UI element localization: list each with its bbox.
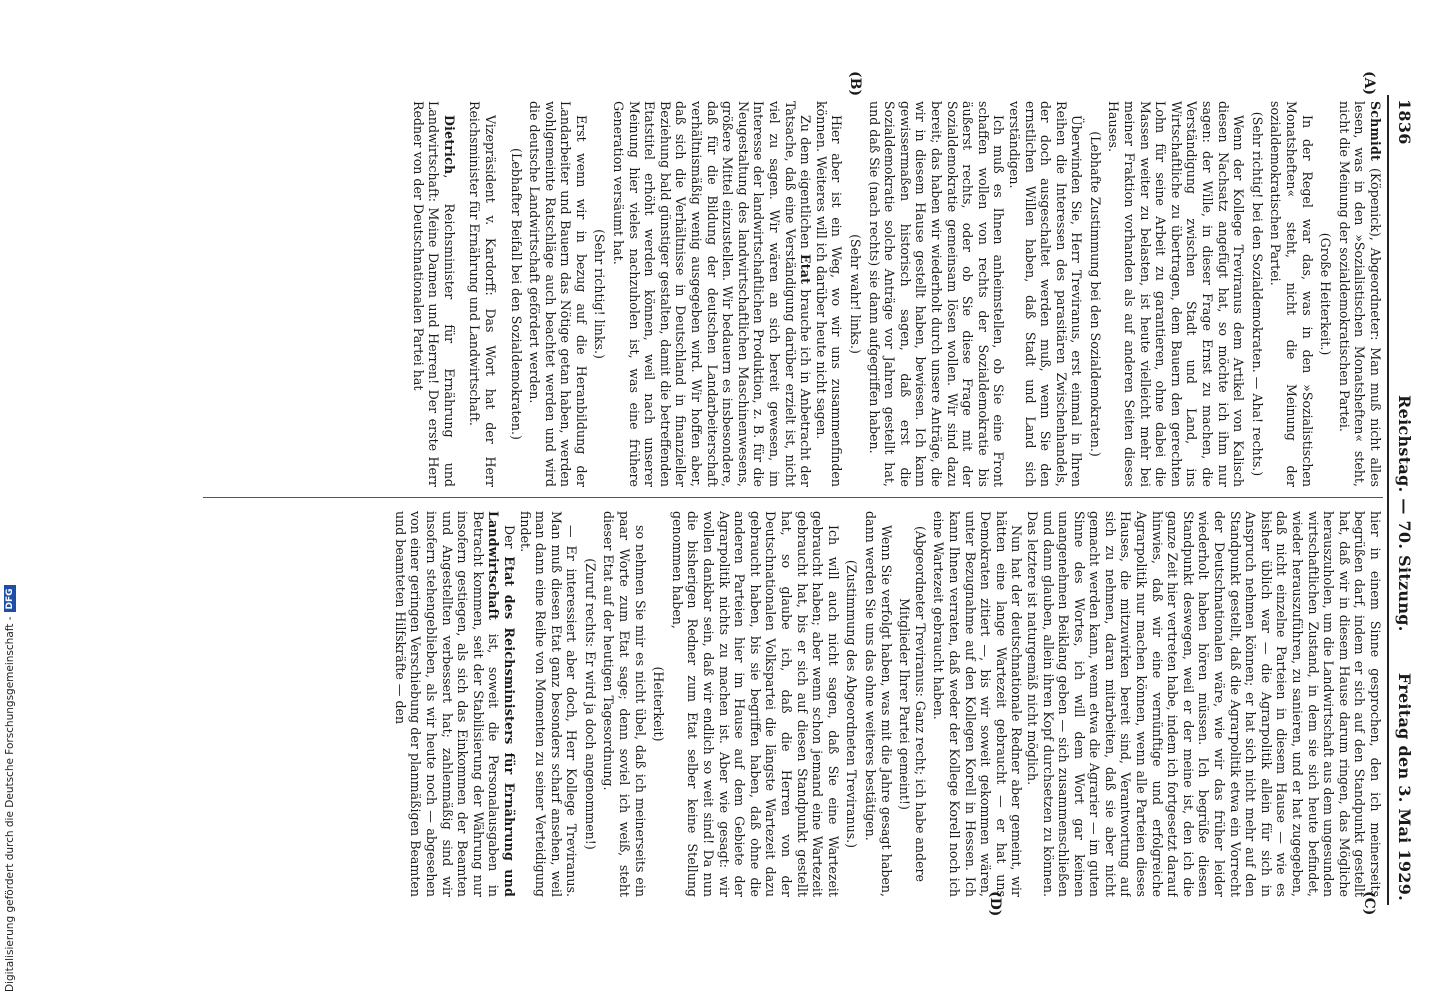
interjection: (Abgeordneter Treviranus: Ganz recht; ich habe andere Mitglieder Ihrer Partei gemeint!): [897, 525, 928, 883]
interjection: (Lebhafte Zustimmung bei den Sozialdemokraten.): [1087, 131, 1103, 457]
paragraph: Wenn Sie verfolgt haben, was mit die Jahre gesagt haben, dann werden Sie uns das ohne weiteres bestätigen.: [863, 511, 894, 897]
paragraph: Hier aber ist ein Weg, wo wir uns zusammenfinden können. Weiteres will ich darüber heute nicht sagen.: [813, 101, 845, 487]
interjection: (Heiterkeit): [651, 666, 667, 742]
paragraph: Wenn der Kollege Treviranus dem Artikel von Kalisch diesen Nachsatz angefügt hat, so möchte ich ihm nur sagen: der Wille, in dieser Frage Ernst zu machen, die Verständigung zwischen Stadt und Land, ins Wirtschaftliche zu übertragen, dem Bauern den gerechten Lohn für seine Arbeit zu garantieren, ohne dabei die Massen weiter zu belasten, ist heute vielleicht mehr bei meiner Fraktion vorhanden als auf anderen Seiten dieses Hauses.: [1106, 101, 1247, 487]
margin-marker-c: (C): [1361, 891, 1377, 916]
paragraph: — Er interessiert aber doch, Herr Kollege Treviranus. Man muß diesen Etat ganz besonders scharf ansehen, weil man dann eine Reihe von Momenten zu seiner Verteidigung findet.: [517, 511, 580, 897]
margin-marker-d: (D): [987, 891, 1003, 917]
interjection: (Sehr richtig! bei den Sozialdemokraten. — Aha! rechts.): [1249, 111, 1265, 477]
paragraph: In der Regel war das, was in den »Sozialistischen Monatsheften« steht, nicht die Meinung der sozialdemokratischen Partei.: [1268, 101, 1315, 487]
dfg-logo: DFG: [4, 585, 16, 612]
page-number: 1836: [1395, 99, 1414, 145]
digitization-footer: [3, 572, 17, 992]
footer-text: Digitalisierung gefördert durch die Deutsche Forschungsgemeinschaft -: [4, 616, 16, 992]
interjection: (Zustimmung des Abgeordneten Treviranus.): [844, 559, 860, 849]
speaker-name: Dietrich: [441, 115, 457, 175]
paragraph: Schmidt (Köpenick), Abgeordneter: Man muß nicht alles lesen, was in den »Sozialistischen Monatsheften« steht, nicht die Meinung der sozialdemokratischen Partei.: [1336, 101, 1383, 487]
paragraph: hier in einem Sinne gesprochen, den ich meinerseits begrüßen darf, indem er sich auf den Standpunkt gestellt hat, daß wir in diesem Hause darum ringen, das Mögliche herauszuholen, um die Landwirtschaft aus dem ungesunden wirtschaftlichen Zustand, in dem sie sich heute befindet, wieder herauszuführen, zu sanieren, und er hat zugegeben, daß nicht einzelne Parteien in diesem Hause — wie es bisher üblich war — die Agrarpolitik allein für sich in Anspruch nehmen können; er hat sich nicht mehr auf den Standpunkt gestellt, daß die Agrarpolitik etwa ein Vorrecht der Deutschnationalen wäre, wie wir das früher leider wiederholt haben hören müssen. Ich begrüße diesen Standpunkt deswegen, weil er der meine ist, den ich die ganze Zeit hier vertreten habe, indem ich fortgesetzt darauf hinwies, daß wir eine vernünftige und erfolgreiche Agrarpolitik nur machen können, wenn alle Parteien dieses Hauses, die mitzuwirken bereit sind, Verantwortung auf sich zu nehmen, daran mitarbeiten, daß sie aber nicht gemacht werden kann, wenn etwa die Agrarier — im guten Sinne des Wortes, ich will dem Wort gar keinen unangenehmen Beiklang geben — sich zusammenschließen und dann glauben, allein ihren Kopf durchsetzen zu können. Das letztere ist naturgemäß nicht möglich.: [1024, 511, 1383, 897]
paragraph: Dietrich, Reichsminister für Ernährung und Landwirtschaft: Meine Damen und Herren! Der erste Herr Redner von der Deutschnationalen Partei hat: [410, 101, 457, 487]
speaker-name: Schmidt: [1368, 101, 1383, 162]
paragraph: Ich will auch nicht sagen, daß Sie eine Wartezeit gebraucht haben; aber wenn schon jemand eine Wartezeit gebraucht hat, bis er sich auf diesen Standpunkt gestellt hat, so glaube ich, daß die Herren von der Deutschnationalen Volkspartei die längste Wartezeit dazu gebraucht haben, bis sie begriffen haben, daß ohne die anderen Parteien hier im Hause auf dem Gebiete der Agrarpolitik nichts zu machen ist. Aber wie gesagt: wir wollen dankbar sein, daß wir endlich so weit sind! Da nun die bisherigen Redner zum Etat selber keine Stellung genommen haben,: [669, 511, 841, 897]
interjection: (Sehr richtig! links.): [592, 229, 608, 359]
interjection: (Zuruf rechts: Er wird ja doch angenommen!): [582, 558, 598, 850]
left-column: [203, 101, 1383, 487]
margin-marker-b: (B): [847, 71, 863, 97]
column-divider: [203, 497, 1383, 498]
interjection: (Sehr wahr! links.): [848, 234, 863, 354]
session-date: Freitag den 3. Mai 1929.: [1395, 672, 1414, 901]
paragraph: Vizepräsident v. Kardorff: Das Wort hat der Herr Reichsminister für Ernährung und Landwirtschaft.: [467, 101, 498, 487]
paragraph: Der Etat des Reichsministers für Ernährung und Landwirtschaft ist, soweit die Personalausgaben in Betracht kommen, seit der Stabilisierung der Währung nur insofern gestiegen, als sich das Einkommen der Beamten und Angestellten verbessert hat; zahlenmäßig sind wir insofern stehengeblieben, als wir heute noch — abgesehen von einer geringen Verschiebung der planmäßigen Beamten und beamteten Hilfskräfte — den: [392, 511, 517, 897]
paragraph: so nehmen Sie mir es nicht übel, daß ich meinerseits ein paar Worte zum Etat sage; denn soviel ich weiß, steht dieser Etat auf der heutigen Tagesordnung.: [601, 511, 648, 897]
interjection: (Lebhafter Beifall bei den Sozialdemokraten.): [508, 148, 524, 440]
margin-marker-a: (A): [1361, 71, 1377, 96]
session-title: Reichstag. — 70. Sitzung.: [1395, 395, 1414, 632]
paragraph: Zu dem eigentlichen Etat brauche ich in Anbetracht der Tatsache, daß eine Verständigung darüber erzielt ist, nicht viel zu sagen. Wir wären an sich bereit gewesen, im Interesse der landwirtschaftlichen Produktion, z. B. für die Neugestaltung des landwirtschaftlichen Maschinenwesens, größere Mittel einzustellen. Wir bedauern es insbesondere, daß für die Bildung der deutschen Landarbeiterschaft verhältnismäßig wenig ausgegeben wird. Wir hoffen aber, daß sich die Verhältnisse in Deutschland in finanzieller Beziehung bald günstiger gestalten, damit die betreffenden Etatstitel erhöht werden können, weil nach unserer Meinung hier vieles nachzuholen ist, was eine frühere Generation versäumt hat.: [611, 101, 814, 487]
interjection: (Große Heiterkeit.): [1318, 232, 1334, 356]
paragraph: Überwinden Sie, Herr Treviranus, erst einmal in Ihren Reihen die Interessen des parasitären Zwischenhandels, der doch ausgeschaltet werden muß, wenn Sie den ernstlichen Willen haben, daß Stadt und Land sich verständigen.: [1006, 101, 1085, 487]
page-header: [1393, 95, 1415, 905]
paragraph: Erst wenn wir in bezug auf die Heranbildung der Landarbeiter und Bauern das Nötige getan haben, werden wohlgemeinte Ratschläge auch beachtet werden und wird die deutsche Landwirtschaft gefördert werden.: [527, 101, 589, 487]
header-rule: [1387, 95, 1389, 905]
paragraph: Ich muß es Ihnen anheimstellen, ob Sie eine Front schaffen wollen von rechts der Sozialdemokratie bis äußerst rechts, oder ob Sie diese Frage mit der Sozialdemokratie gemeinsam lösen wollen. Wir sind dazu bereit; das haben wir wiederholt durch unsere Anträge, die wir in diesem Hause gestellt haben, bewiesen. Ich kann gewissermaßen historisch sagen, daß erst die Sozialdemokratie solche Anträge vor Jahren gestellt hat, und daß Sie (nach rechts) sie dann aufgegriffen haben.: [866, 101, 1007, 487]
right-column: [203, 511, 1383, 897]
document-page: [125, 71, 1415, 917]
paragraph: Nun hat der deutschnationale Redner aber gemeint, wir hätten eine lange Wartezeit gebraucht — er hat uns Demokraten zitiert —, bis wir soweit gekommen wären, unter Bezugnahme auf den Kollegen Korell in Hessen. Ich kann Ihnen verraten, daß weder der Kollege Korell noch ich eine Wartezeit gebraucht haben.: [931, 511, 1025, 897]
